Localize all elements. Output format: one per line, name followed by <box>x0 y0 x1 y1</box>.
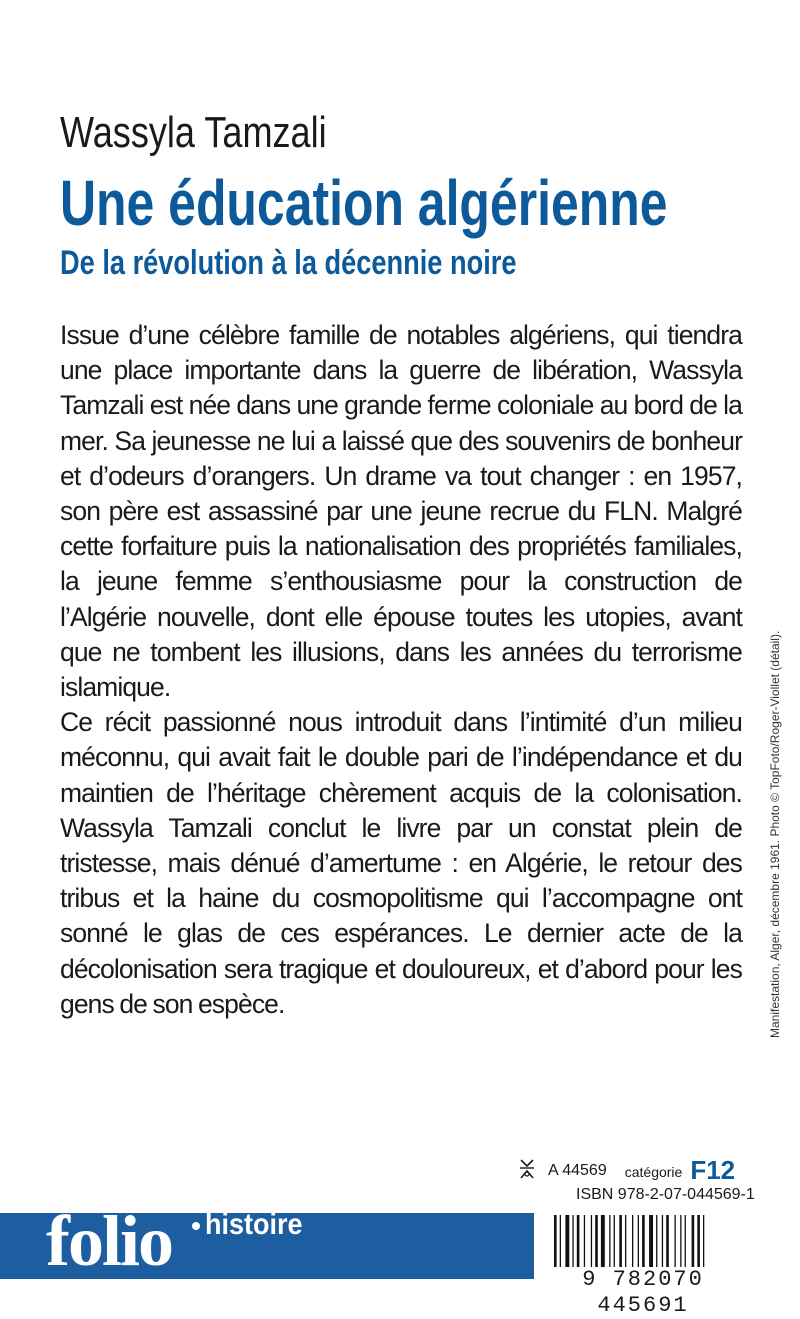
barcode-bar <box>601 1215 605 1269</box>
isbn-number: ISBN 978-2-07-044569-1 <box>576 1186 755 1203</box>
photo-credit: Manifestation, Alger, décembre 1961. Photo © TopFoto/Roger-Viollet (détail). <box>768 630 782 1038</box>
barcode-bar <box>656 1215 657 1269</box>
barcode-bar <box>697 1215 700 1269</box>
publisher-meta <box>518 1152 735 1184</box>
author-name: Wassyla Tamzali <box>60 108 327 157</box>
barcode-bar <box>614 1215 615 1269</box>
book-subtitle: De la révolution à la décennie noire <box>60 244 517 282</box>
collection-series: histoire <box>205 1208 303 1241</box>
folio-logo <box>46 1196 172 1286</box>
book-title: Une éducation algérienne <box>60 167 668 239</box>
category-label: catégorie <box>624 1164 683 1180</box>
barcode-bar <box>619 1215 622 1269</box>
back-cover-blurb <box>60 318 742 1022</box>
barcode-bar <box>692 1215 695 1269</box>
barcode-bar <box>572 1215 573 1269</box>
barcode-digits: 9 782070 445691 <box>544 1267 742 1319</box>
barcode-bar <box>591 1215 592 1269</box>
category-value: F12 <box>690 1155 736 1185</box>
barcode-bar <box>685 1215 686 1269</box>
barcode-bar <box>666 1215 669 1269</box>
publisher-mark-icon <box>518 1158 536 1180</box>
logo-dot <box>192 1222 200 1230</box>
barcode-bar <box>662 1215 663 1269</box>
barcode-bar <box>554 1215 557 1269</box>
barcode-bar <box>638 1215 639 1269</box>
barcode-icon <box>548 1213 738 1269</box>
barcode-bar <box>609 1215 610 1269</box>
barcode-bar <box>565 1215 569 1269</box>
barcode-bar <box>577 1215 580 1269</box>
folio-brand: folio <box>46 1201 172 1281</box>
blurb-paragraph-1: Issue d’une célèbre famille de notables algériens, qui tiendra une place importante dans la guerre de libération, Wassyla Tamzali est née dans une grande ferme coloniale au bord de la mer. Sa jeunesse ne lui a laissé que des souvenirs de bonheur et d’odeurs d’orangers. Un drame va tout changer : en 1957, son père est assassiné par une jeune recrue du FLN. Malgré cette forfaiture puis la nationalisation des propriétés familiales, la jeune femme s’enthousiasme pour la construction de l’Algérie nouvelle, dont elle épouse toutes les utopies, avant que ne tombent les illusions, dans les années du terrorisme islamique. <box>60 320 742 703</box>
publisher-code: A 44569 <box>548 1162 607 1179</box>
barcode-bar <box>649 1215 653 1269</box>
barcode-bar <box>595 1215 598 1269</box>
barcode-bar <box>632 1215 633 1269</box>
barcode-bar <box>560 1215 561 1269</box>
blurb-paragraph-2: Ce récit passionné nous introduit dans l’intimité d’un milieu méconnu, qui avait fait le double pari de l’indépendance et du maintien de l’héritage chèrement acquis de la colonisation. Wassyla Tamzali conclut le livre par un constat plein de tristesse, mais dénué d’amertume : en Algérie, le retour des tribus et la haine du cosmopolitisme qui l’accompagne ont sonné le glas de ces espérances. Le dernier acte de la décolonisation sera tragique et douloureux, et d’abord pour les gens de son espèce. <box>60 707 742 1019</box>
barcode-bar <box>680 1215 681 1269</box>
barcode-bar <box>584 1215 585 1269</box>
barcode-bar <box>625 1215 626 1269</box>
barcode-bar <box>642 1215 645 1269</box>
barcode-bar <box>675 1215 676 1269</box>
barcode-bar <box>703 1215 704 1269</box>
barcode <box>544 1213 742 1318</box>
